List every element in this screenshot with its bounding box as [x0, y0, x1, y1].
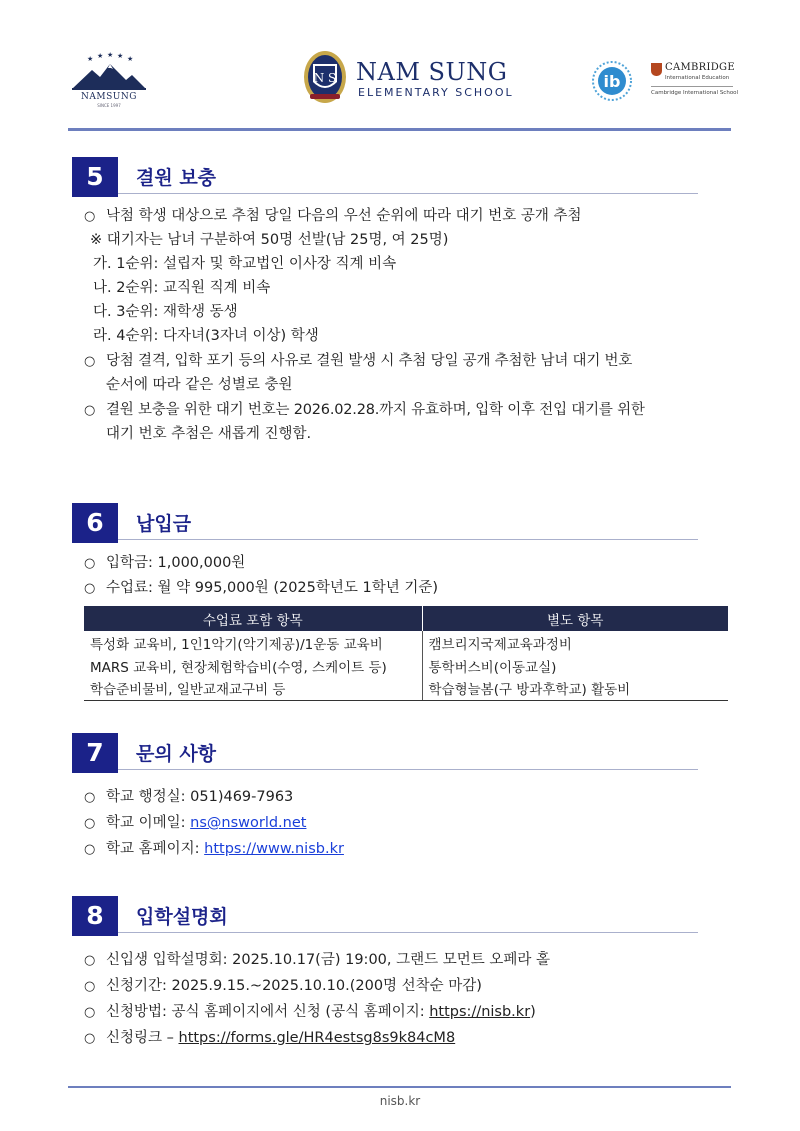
bullet-icon: ○: [84, 403, 96, 418]
cambridge-name: CAMBRIDGE: [665, 62, 735, 73]
section-5-header: [72, 157, 698, 197]
namsung-brand-text: NAMSUNG: [81, 92, 137, 102]
list-item-continued: 대기 번호 추첨은 새롭게 진행함.: [106, 426, 312, 442]
section-7-header: [72, 733, 698, 773]
list-item-continued: 순서에 따라 같은 성별로 충원: [106, 377, 293, 393]
contact-website: ○ 학교 홈페이지: https://www.nisb.kr: [84, 839, 344, 860]
application-method: ○ 신청방법: 공식 홈페이지에서 신청 (공식 홈페이지: https://nisb.kr): [84, 1002, 536, 1023]
list-item: ○ 결원 보충을 위한 대기 번호는 2026.02.28.까지 유효하며, 입학 이후 전입 대기를 위한: [84, 400, 645, 421]
namsung-mountain-logo: [68, 52, 150, 110]
footer-rule: [68, 1086, 731, 1088]
application-period: ○ 신청기간: 2025.9.15.~2025.10.10.(200명 선착순 마감): [84, 976, 482, 997]
table-cell: 캠브리지국제교육과정비: [428, 636, 572, 653]
table-cell: 학습형늘봄(구 방과후학교) 활동비: [422, 677, 728, 700]
bullet-icon: ○: [84, 209, 96, 224]
table-cell: 특성화 교육비, 1인1악기(악기제공)/1운동 교육비: [84, 631, 422, 654]
cambridge-divider: [651, 86, 733, 87]
bullet-icon: ○: [84, 979, 96, 994]
list-item: 나. 2순위: 교직원 직계 비속: [93, 280, 271, 296]
list-item: ○ 당첨 결격, 입학 포기 등의 사유로 결원 발생 시 추첨 당일 공개 추첨한 남녀 대기 번호: [84, 351, 632, 372]
list-item: 라. 4순위: 다자녀(3자녀 이상) 학생: [93, 328, 319, 344]
ib-logo-icon: [592, 61, 632, 101]
column-header: 별도 항목: [422, 606, 728, 631]
section-number: 7: [72, 733, 118, 773]
section-underline: [118, 769, 698, 770]
contact-office: ○ 학교 행정실: 051)469-7963: [84, 787, 293, 808]
header-rule: [68, 128, 731, 131]
email-link[interactable]: ns@nsworld.net: [190, 815, 307, 831]
note-item: ※ 대기자는 남녀 구분하여 50명 선발(남 25명, 여 25명): [90, 232, 449, 248]
page-header: [0, 0, 800, 132]
website-link[interactable]: https://www.nisb.kr: [204, 841, 344, 857]
list-item: 다. 3순위: 재학생 동생: [93, 304, 238, 320]
contact-email: ○ 학교 이메일: ns@nsworld.net: [84, 813, 306, 834]
svg-text:★: ★: [87, 55, 94, 63]
svg-text:★: ★: [127, 55, 134, 63]
section-title: 납입금: [136, 513, 192, 535]
table-row: [84, 654, 728, 677]
table-header-row: [84, 606, 728, 631]
section-number: 5: [72, 157, 118, 197]
bullet-icon: ○: [84, 581, 96, 596]
column-header: 수업료 포함 항목: [84, 606, 422, 631]
cambridge-shield-icon: [651, 63, 662, 76]
bullet-icon: ○: [84, 354, 96, 369]
school-subtitle: ELEMENTARY SCHOOL: [358, 86, 514, 99]
list-item: ○ 수업료: 월 약 995,000원 (2025학년도 1학년 기준): [84, 578, 438, 599]
section-number: 6: [72, 503, 118, 543]
application-link: ○ 신청링크 – https://forms.gle/HR4estsg8s9k84cM8: [84, 1028, 455, 1049]
table-row: [84, 677, 728, 700]
school-crest-icon: [302, 50, 348, 106]
footer-domain: nisb.kr: [379, 1094, 421, 1108]
bullet-icon: ○: [84, 953, 96, 968]
form-link[interactable]: https://forms.gle/HR4estsg8s9k84cM8: [178, 1030, 456, 1046]
bullet-icon: ○: [84, 842, 96, 857]
svg-text:ib: ib: [603, 72, 621, 91]
homepage-link[interactable]: https://nisb.kr: [429, 1004, 531, 1020]
section-title: 입학설명회: [136, 906, 228, 928]
cambridge-school: Cambridge International School: [651, 90, 739, 96]
section-8-header: [72, 896, 698, 936]
table-row: [84, 631, 728, 654]
svg-text:N S: N S: [313, 71, 337, 85]
svg-text:★: ★: [107, 52, 114, 59]
bullet-icon: ○: [84, 816, 96, 831]
list-item: ○ 낙첨 학생 대상으로 추첨 당일 다음의 우선 순위에 따라 대기 번호 공개 추첨: [84, 206, 582, 227]
bullet-icon: ○: [84, 556, 96, 571]
section-number: 8: [72, 896, 118, 936]
section-underline: [118, 539, 698, 540]
info-session-date: ○ 신입생 입학설명회: 2025.10.17(금) 19:00, 그랜드 모먼트 오페라 홀: [84, 950, 550, 971]
section-6-header: [72, 503, 698, 543]
section-title: 문의 사항: [136, 743, 217, 765]
school-name: NAM SUNG: [356, 58, 508, 86]
section-title: 결원 보충: [136, 167, 217, 189]
cambridge-sub: International Education: [665, 75, 730, 81]
section-underline: [118, 193, 698, 194]
section-underline: [118, 932, 698, 933]
table-cell: 학습준비물비, 일반교재교구비 등: [84, 677, 422, 700]
namsung-brand-sub: SINCE 1997: [97, 103, 121, 108]
bullet-icon: ○: [84, 1031, 96, 1046]
table-cell: 통학버스비(이동교실): [428, 659, 557, 676]
bullet-icon: ○: [84, 790, 96, 805]
svg-text:★: ★: [117, 52, 124, 60]
mountain-icon: [68, 52, 150, 92]
svg-text:★: ★: [97, 52, 104, 60]
list-item: ○ 입학금: 1,000,000원: [84, 553, 245, 574]
bullet-icon: ○: [84, 1005, 96, 1020]
tuition-table: [84, 606, 728, 701]
table-cell: MARS 교육비, 현장체험학습비(수영, 스케이트 등): [84, 654, 422, 677]
list-item: 가. 1순위: 설립자 및 학교법인 이사장 직계 비속: [93, 256, 397, 272]
